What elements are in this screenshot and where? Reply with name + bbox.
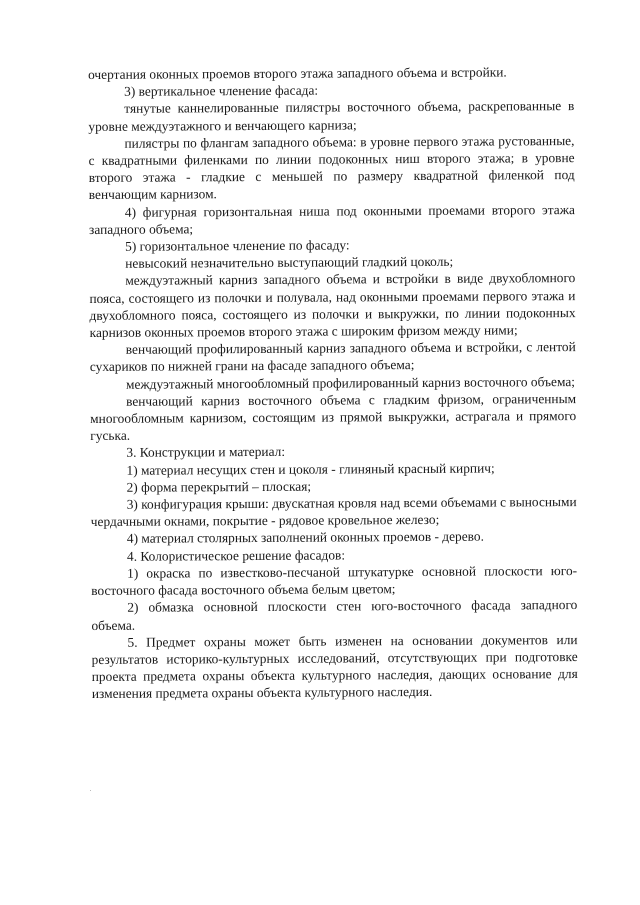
- paragraph-12: 1) материал несущих стен и цоколя - глиняный красный кирпич;: [126, 460, 495, 478]
- paragraph-5: 5) горизонтальное членение по фасаду:: [125, 237, 350, 254]
- paragraph-15: 4) материал столярных заполнений оконных проемов - дерево.: [126, 529, 484, 547]
- paragraph-7: междуэтажный карниз западного объема и встройки в виде двухобломного пояса, состоящего из полочки и полувала, над оконными проемами первого этажа и двухобломного пояса, состоящего из полочки и выкружки, по линии подоконных карнизов оконных проемов второго этажа с широким фризом между ними;: [89, 270, 576, 341]
- paragraph-8: венчающий профилированный карниз западного объема и встройки, с лентой сухариков по нижней грани на фасаде западного объема;: [89, 339, 576, 375]
- paragraph-9: междуэтажный многообломный профилированный карниз восточного объема;: [125, 373, 576, 392]
- paragraph-2: тянутые каннелированные пилястры восточного объема, раскрепованные в уровне междуэтажного и венчающего карниза;: [88, 98, 575, 134]
- paragraph-0: очертания оконных проемов второго этажа западного объема и встройки.: [88, 64, 507, 82]
- paragraph-4: 4) фигурная горизонтальная ниша под оконными проемами второго этажа западного объема;: [88, 201, 575, 237]
- paragraph-14: 3) конфигурация крыши: двускатная кровля над всеми объемами с выносными чердачными окнами, покрытие - рядовое кровельное железо;: [90, 494, 577, 530]
- paragraph-10: венчающий карниз восточного объема с гладким фризом, ограниченным многообломным карнизом, состоящим из прямой выкружки, астрагала и прямого гуська.: [90, 390, 577, 444]
- paragraph-17: 1) окраска по известково-песчаной штукатурке основной плоскости юго-восточного фасада восточного объема белым цветом;: [91, 562, 578, 599]
- paragraph-1: 3) вертикальное членение фасада:: [124, 82, 319, 99]
- paragraph-16: 4. Колористическое решение фасадов:: [126, 547, 346, 564]
- paragraph-18: 2) обмазка основной плоскости стен юго-восточного фасада западного объема.: [91, 597, 578, 633]
- scan-speck: [90, 790, 91, 791]
- paragraph-6: невысокий незначительно выступающий гладкий цоколь;: [125, 254, 454, 272]
- paragraph-19: 5. Предмет охраны может быть изменен на основании документов или результатов историко-культурных исследований, отсутствующих при подготовке проекта предмета охраны объекта культурного наследия, дающих основание для изменения предмета охраны объекта культурного наследия.: [91, 631, 578, 702]
- document-page: [88, 63, 578, 702]
- paragraph-13: 2) форма перекрытий – плоская;: [126, 478, 312, 495]
- paragraph-11: 3. Конструкции и материал:: [126, 444, 286, 461]
- paragraph-3: пилястры по флангам западного объема: в уровне первого этажа рустованные, с квадратными филенками по линии подоконных ниш второго этажа; в уровне второго этажа - гладкие с меньшей по размеру квадратной филенкой под венчающим карнизом.: [88, 132, 575, 203]
